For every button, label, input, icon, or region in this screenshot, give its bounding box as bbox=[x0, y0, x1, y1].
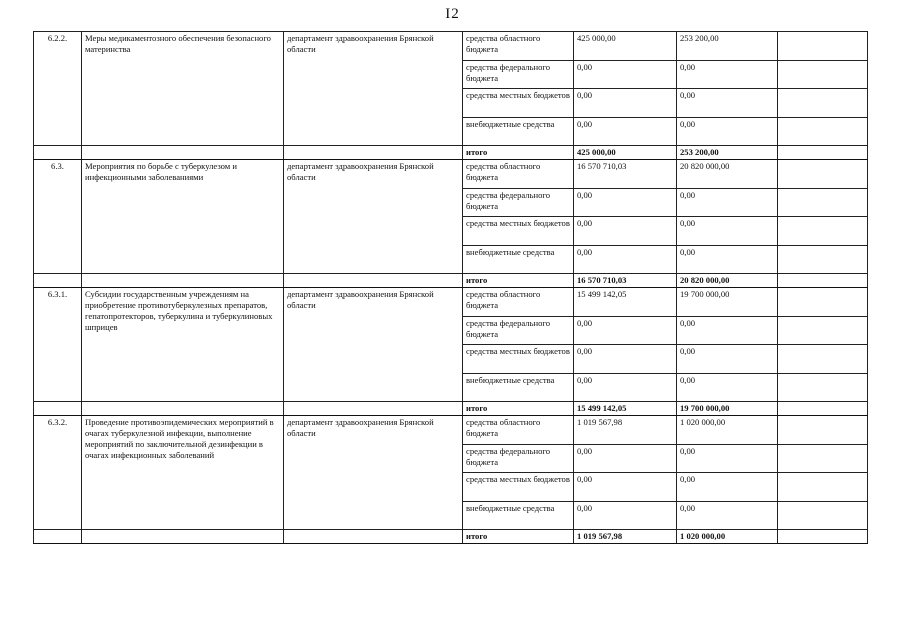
empty-cell bbox=[778, 473, 868, 502]
amount-value: 253 200,00 bbox=[677, 32, 778, 61]
funding-source: внебюджетные средства bbox=[463, 117, 574, 146]
empty-cell bbox=[778, 274, 868, 288]
amount-value: 0,00 bbox=[677, 316, 778, 345]
funding-source: средства местных бюджетов bbox=[463, 345, 574, 374]
empty-cell bbox=[778, 316, 868, 345]
empty-cell bbox=[82, 402, 284, 416]
empty-cell bbox=[34, 274, 82, 288]
amount-value: 0,00 bbox=[677, 345, 778, 374]
empty-cell bbox=[778, 345, 868, 374]
amount-value: 0,00 bbox=[677, 245, 778, 274]
amount-value: 1 019 567,98 bbox=[574, 416, 677, 445]
empty-cell bbox=[778, 501, 868, 530]
amount-value: 0,00 bbox=[677, 217, 778, 246]
total-label: итого bbox=[463, 530, 574, 544]
empty-cell bbox=[778, 416, 868, 445]
empty-cell bbox=[778, 530, 868, 544]
empty-cell bbox=[778, 245, 868, 274]
total-value: 19 700 000,00 bbox=[677, 402, 778, 416]
amount-value: 16 570 710,03 bbox=[574, 160, 677, 189]
item-name: Меры медикаментозного обеспечения безопасного материнства bbox=[82, 32, 284, 146]
item-number: 6.3.2. bbox=[34, 416, 82, 530]
total-label: итого bbox=[463, 146, 574, 160]
amount-value: 1 020 000,00 bbox=[677, 416, 778, 445]
total-label: итого bbox=[463, 402, 574, 416]
total-value: 253 200,00 bbox=[677, 146, 778, 160]
amount-value: 0,00 bbox=[677, 60, 778, 89]
item-executor: департамент здравоохранения Брянской области bbox=[284, 288, 463, 402]
amount-value: 0,00 bbox=[677, 444, 778, 473]
table-total-row bbox=[34, 530, 868, 544]
item-name: Проведение противоэпидемических мероприятий в очагах туберкулезной инфекции, выполнение мероприятий по заключительной дезинфекции в очагах инфекционных заболеваний bbox=[82, 416, 284, 530]
funding-source: средства областного бюджета bbox=[463, 32, 574, 61]
funding-source: средства местных бюджетов bbox=[463, 89, 574, 118]
amount-value: 0,00 bbox=[574, 188, 677, 217]
empty-cell bbox=[82, 530, 284, 544]
table-row bbox=[34, 32, 868, 61]
table-total-row bbox=[34, 274, 868, 288]
funding-source: внебюджетные средства bbox=[463, 245, 574, 274]
amount-value: 0,00 bbox=[677, 501, 778, 530]
item-name: Мероприятия по борьбе с туберкулезом и инфекционными заболеваниями bbox=[82, 160, 284, 274]
amount-value: 0,00 bbox=[677, 373, 778, 402]
amount-value: 0,00 bbox=[677, 117, 778, 146]
amount-value: 0,00 bbox=[574, 444, 677, 473]
empty-cell bbox=[778, 288, 868, 317]
amount-value: 20 820 000,00 bbox=[677, 160, 778, 189]
item-name: Субсидии государственным учреждениям на приобретение противотуберкулезных препаратов, гепатопротекторов, туберкулина и туберкулиновых шприцев bbox=[82, 288, 284, 402]
item-number: 6.3.1. bbox=[34, 288, 82, 402]
total-label: итого bbox=[463, 274, 574, 288]
empty-cell bbox=[284, 274, 463, 288]
table-row bbox=[34, 416, 868, 445]
total-value: 15 499 142,05 bbox=[574, 402, 677, 416]
empty-cell bbox=[82, 146, 284, 160]
total-value: 1 019 567,98 bbox=[574, 530, 677, 544]
funding-source: средства федерального бюджета bbox=[463, 316, 574, 345]
funding-source: средства местных бюджетов bbox=[463, 217, 574, 246]
funding-source: средства областного бюджета bbox=[463, 160, 574, 189]
funding-table bbox=[33, 31, 868, 544]
empty-cell bbox=[778, 160, 868, 189]
total-value: 425 000,00 bbox=[574, 146, 677, 160]
amount-value: 0,00 bbox=[677, 473, 778, 502]
table-total-row bbox=[34, 146, 868, 160]
empty-cell bbox=[778, 146, 868, 160]
empty-cell bbox=[284, 146, 463, 160]
amount-value: 425 000,00 bbox=[574, 32, 677, 61]
empty-cell bbox=[778, 402, 868, 416]
empty-cell bbox=[778, 188, 868, 217]
amount-value: 0,00 bbox=[574, 501, 677, 530]
total-value: 16 570 710,03 bbox=[574, 274, 677, 288]
funding-source: средства федерального бюджета bbox=[463, 444, 574, 473]
funding-source: средства федерального бюджета bbox=[463, 60, 574, 89]
empty-cell bbox=[34, 146, 82, 160]
funding-source: средства федерального бюджета bbox=[463, 188, 574, 217]
amount-value: 0,00 bbox=[574, 345, 677, 374]
funding-source: средства областного бюджета bbox=[463, 416, 574, 445]
empty-cell bbox=[778, 32, 868, 61]
item-executor: департамент здравоохранения Брянской области bbox=[284, 160, 463, 274]
item-executor: департамент здравоохранения Брянской области bbox=[284, 416, 463, 530]
funding-source: средства областного бюджета bbox=[463, 288, 574, 317]
empty-cell bbox=[778, 444, 868, 473]
funding-source: средства местных бюджетов bbox=[463, 473, 574, 502]
amount-value: 0,00 bbox=[574, 217, 677, 246]
item-executor: департамент здравоохранения Брянской области bbox=[284, 32, 463, 146]
empty-cell bbox=[778, 89, 868, 118]
amount-value: 0,00 bbox=[677, 188, 778, 217]
table-row bbox=[34, 288, 868, 317]
item-number: 6.3. bbox=[34, 160, 82, 274]
funding-source: внебюджетные средства bbox=[463, 373, 574, 402]
item-number: 6.2.2. bbox=[34, 32, 82, 146]
amount-value: 0,00 bbox=[574, 473, 677, 502]
total-value: 1 020 000,00 bbox=[677, 530, 778, 544]
page-number: I2 bbox=[445, 6, 460, 22]
amount-value: 0,00 bbox=[574, 316, 677, 345]
amount-value: 15 499 142,05 bbox=[574, 288, 677, 317]
amount-value: 0,00 bbox=[574, 373, 677, 402]
amount-value: 0,00 bbox=[574, 245, 677, 274]
empty-cell bbox=[34, 402, 82, 416]
empty-cell bbox=[284, 530, 463, 544]
amount-value: 0,00 bbox=[574, 60, 677, 89]
empty-cell bbox=[82, 274, 284, 288]
table-row bbox=[34, 160, 868, 189]
amount-value: 0,00 bbox=[677, 89, 778, 118]
funding-source: внебюджетные средства bbox=[463, 501, 574, 530]
amount-value: 19 700 000,00 bbox=[677, 288, 778, 317]
empty-cell bbox=[778, 217, 868, 246]
total-value: 20 820 000,00 bbox=[677, 274, 778, 288]
empty-cell bbox=[778, 60, 868, 89]
empty-cell bbox=[284, 402, 463, 416]
empty-cell bbox=[34, 530, 82, 544]
empty-cell bbox=[778, 373, 868, 402]
amount-value: 0,00 bbox=[574, 117, 677, 146]
empty-cell bbox=[778, 117, 868, 146]
table-total-row bbox=[34, 402, 868, 416]
amount-value: 0,00 bbox=[574, 89, 677, 118]
